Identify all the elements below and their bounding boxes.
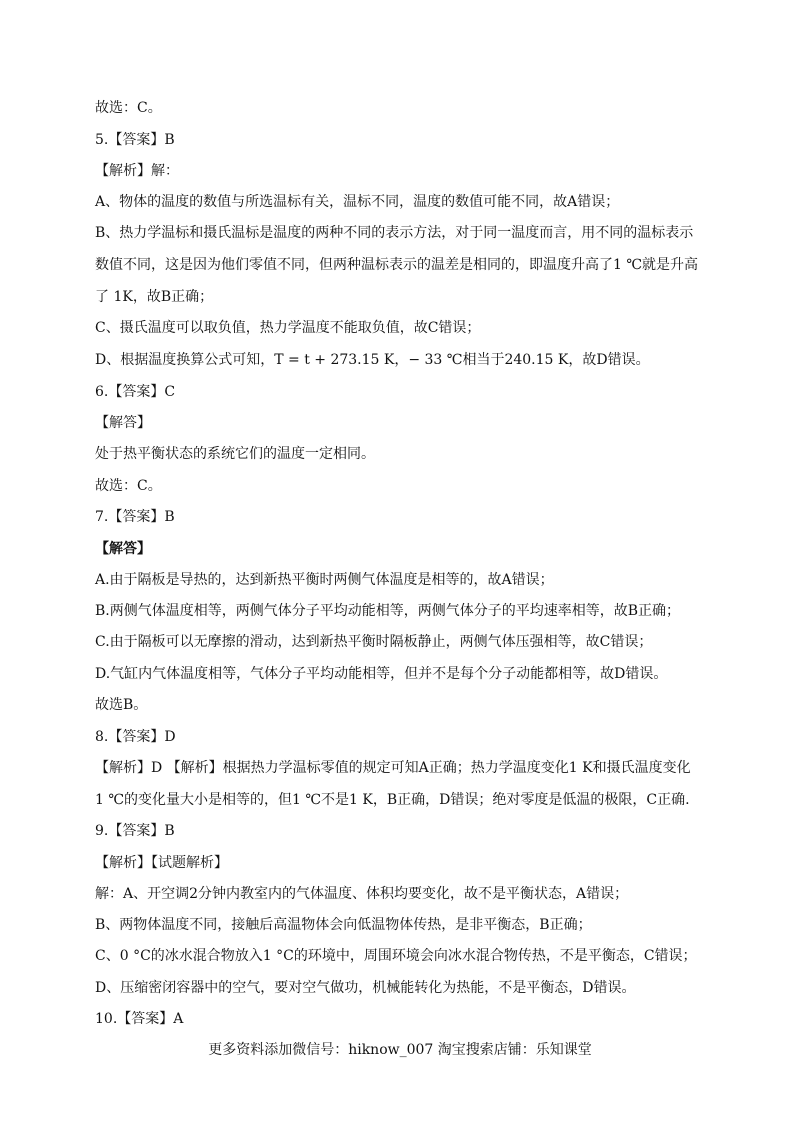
answer-heading: 7.【答案】B — [95, 509, 175, 525]
answer-heading: 6.【答案】C — [95, 384, 176, 400]
text-line: D.气缸内气体温度相等，气体分子平均动能相等，但并不是每个分子动能都相等，故D错误。 — [95, 666, 668, 682]
text-line: B.两侧气体温度相等，两侧气体分子平均动能相等，两侧气体分子的平均速率相等，故B正确； — [95, 603, 681, 619]
answer-heading: 10.【答案】A — [95, 1011, 184, 1027]
text-line: 故选：C。 — [95, 478, 162, 494]
text-line: D、根据温度换算公式可知，T = t + 273.15 K，− 33 ℃相当于240.15 K，故D错误。 — [95, 352, 650, 368]
solution-heading: 【解答】 — [95, 541, 151, 557]
answer-heading: 9.【答案】B — [95, 823, 175, 839]
page-footer: 更多资料添加微信号：hiknow_007 淘宝搜索店铺：乐知课堂 — [208, 1042, 592, 1058]
analysis-heading: 【解析】【试题解析】 — [95, 855, 228, 871]
text-line: D、压缩密闭容器中的空气，要对空气做功，机械能转化为热能，不是平衡态，D错误。 — [95, 980, 636, 996]
analysis-heading: 【解析】解： — [95, 163, 179, 179]
text-line: C.由于隔板可以无摩擦的滑动，达到新热平衡时隔板静止，两侧气体压强相等，故C错误； — [95, 634, 653, 650]
text-line: 处于热平衡状态的系统它们的温度一定相同。 — [95, 446, 375, 462]
text-line: 1 ℃的变化量大小是相等的，但1 ℃不是1 K，B正确，D错误；绝对零度是低温的极限，C正确. — [95, 792, 690, 808]
text-line: 【解析】D 【解析】根据热力学温标零值的规定可知A正确；热力学温度变化1 K和摄氏温度变化 — [95, 760, 691, 776]
text-line: B、两物体温度不同，接触后高温物体会向低温物体传热，是非平衡态，B正确； — [95, 917, 592, 933]
text-line: C、摄氏温度可以取负值，热力学温度不能取负值，故C错误； — [95, 320, 481, 336]
answer-heading: 8.【答案】D — [95, 729, 176, 745]
answer-heading: 5.【答案】B — [95, 132, 175, 148]
text-line: 了 1K，故B正确； — [95, 289, 214, 305]
text-line: A、物体的温度的数值与所选温标有关，温标不同，温度的数值可能不同，故A错误； — [95, 194, 620, 210]
text-line: 数值不同，这是因为他们零值不同，但两种温标表示的温差是相同的，即温度升高了1 ℃就是升高 — [95, 257, 699, 273]
text-line: B、热力学温标和摄氏温标是温度的两种不同的表示方法，对于同一温度而言，用不同的温标表示 — [95, 225, 694, 241]
text-line: 故选B。 — [95, 697, 148, 713]
text-line: 故选：C。 — [95, 100, 162, 116]
solution-heading: 【解答】 — [95, 415, 151, 431]
text-line: 解：A、开空调2分钟内教室内的气体温度、体积均要变化，故不是平衡状态，A错误； — [95, 886, 629, 902]
text-line: C、0 °C的冰水混合物放入1 °C的环境中，周围环境会向冰水混合物传热，不是平衡态，C错误； — [95, 948, 697, 964]
text-line: A.由于隔板是导热的，达到新热平衡时两侧气体温度是相等的，故A错误； — [95, 572, 554, 588]
